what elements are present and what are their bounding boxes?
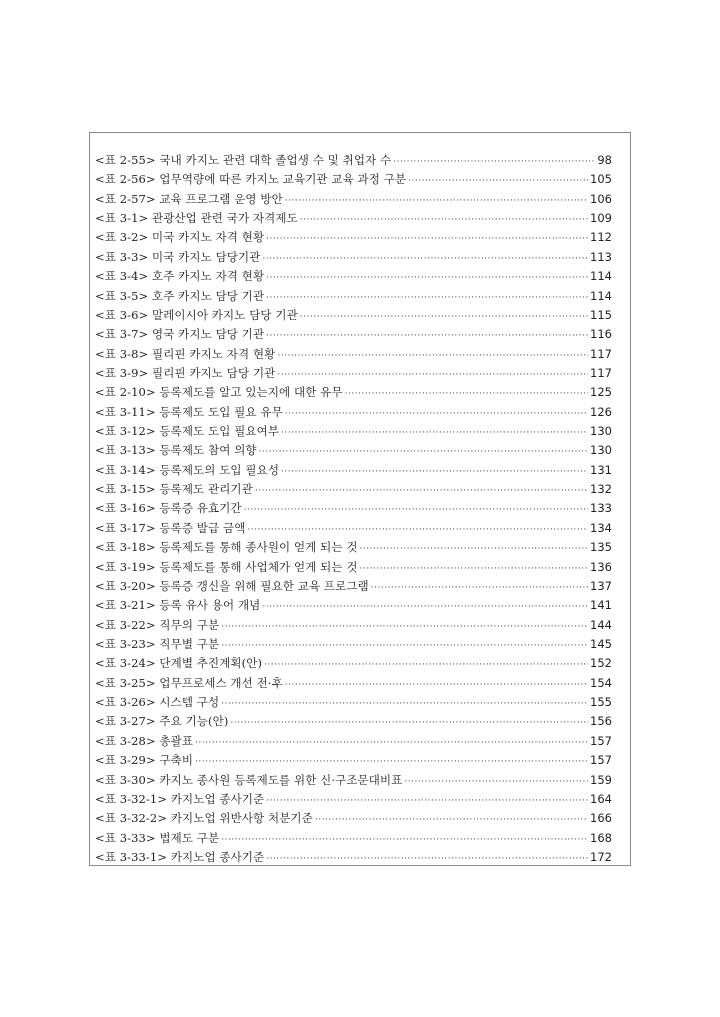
toc-entry — [95, 771, 612, 790]
toc-entry-title: <표 3-12> 등록제도 도입 필요여부 — [95, 424, 280, 439]
toc-entry — [95, 461, 612, 480]
toc-entry — [95, 190, 612, 209]
toc-entry-page-number: 137 — [590, 578, 612, 593]
dot-leader — [244, 499, 588, 520]
toc-entry — [95, 616, 612, 635]
dot-leader — [266, 228, 588, 249]
toc-entry-title: <표 3-14> 등록제도의 도입 필요성 — [95, 462, 280, 477]
toc-entry — [95, 732, 612, 751]
toc-entry — [95, 403, 612, 422]
toc-entry — [95, 693, 612, 712]
toc-entry — [95, 228, 612, 247]
toc-entry-title: <표 3-9> 필리핀 카지노 담당 기관 — [95, 365, 276, 380]
toc-entry-title: <표 2-57> 교육 프로그램 운영 방안 — [95, 191, 283, 206]
dot-leader — [285, 190, 588, 211]
toc-entry-page-number: 134 — [590, 520, 612, 535]
toc-entry-page-number: 168 — [590, 830, 612, 845]
toc-entry-page-number: 125 — [590, 385, 612, 400]
toc-entry-title: <표 3-1> 관광산업 관련 국가 자격제도 — [95, 211, 298, 226]
dot-leader — [300, 306, 588, 327]
dot-leader — [259, 441, 588, 462]
toc-entry — [95, 151, 612, 170]
toc-entry-title: <표 3-28> 총괄표 — [95, 733, 194, 748]
dot-leader — [266, 287, 588, 308]
toc-entry-title: <표 3-4> 호주 카지노 자격 현황 — [95, 269, 265, 284]
toc-entry — [95, 499, 612, 518]
dot-leader — [247, 519, 588, 540]
toc-entry-page-number: 159 — [590, 772, 612, 787]
toc-entry-title: <표 3-32-1> 카지노업 종사기준 — [95, 791, 265, 806]
dot-leader — [345, 383, 588, 404]
dot-leader — [360, 538, 589, 559]
toc-entry-title: <표 3-27> 주요 기능(안) — [95, 714, 229, 729]
toc-entry-title: <표 3-5> 호주 카지노 담당 기관 — [95, 288, 265, 303]
toc-entry-page-number: 105 — [590, 172, 612, 187]
dot-leader — [255, 480, 588, 501]
toc-entry — [95, 383, 612, 402]
toc-entry — [95, 712, 612, 731]
toc-entry — [95, 654, 612, 673]
dot-leader — [360, 558, 589, 579]
toc-entry — [95, 480, 612, 499]
toc-entry-title: <표 3-26> 시스템 구성 — [95, 695, 220, 710]
toc-entry-title: <표 3-13> 등록제도 참여 의향 — [95, 443, 257, 458]
dot-leader — [404, 771, 588, 792]
toc-entry-page-number: 154 — [590, 675, 612, 690]
dot-leader — [281, 422, 588, 443]
dot-leader — [266, 267, 588, 288]
toc-entry-title: <표 2-56> 업무역량에 따른 카지노 교육기관 교육 과정 구분 — [95, 172, 407, 187]
dot-leader — [266, 325, 588, 346]
toc-entry-page-number: 132 — [590, 482, 612, 497]
toc-entry-page-number: 115 — [590, 307, 612, 322]
toc-entry-page-number: 135 — [590, 540, 612, 555]
dot-leader — [285, 674, 588, 695]
toc-entry — [95, 519, 612, 538]
toc-entry-title: <표 3-6> 말레이시아 카지노 담당 기관 — [95, 307, 298, 322]
toc-entry-title: <표 3-30> 카지노 종사원 등록제도를 위한 신·구조문대비표 — [95, 772, 403, 787]
toc-entry-title: <표 3-24> 단계별 추진계획(안) — [95, 656, 263, 671]
toc-entry-title: <표 3-23> 직무별 구분 — [95, 636, 220, 651]
toc-entry-page-number: 157 — [590, 733, 612, 748]
dot-leader — [266, 790, 588, 811]
toc-entry-page-number: 152 — [590, 656, 612, 671]
toc-entry-page-number: 109 — [590, 211, 612, 226]
toc-entry-title: <표 3-7> 영국 카지노 담당 기관 — [95, 327, 265, 342]
toc-entry-page-number: 157 — [590, 753, 612, 768]
dot-leader — [277, 345, 588, 366]
toc-entry — [95, 209, 612, 228]
toc-entry — [95, 558, 612, 577]
toc-entry-page-number: 126 — [590, 404, 612, 419]
toc-entry — [95, 441, 612, 460]
toc-entry — [95, 829, 612, 848]
toc-entry-title: <표 3-8> 필리핀 카지노 자격 현황 — [95, 346, 276, 361]
dot-leader — [266, 848, 588, 869]
toc-entry-title: <표 3-18> 등록제도를 통해 종사원이 얻게 되는 것 — [95, 540, 358, 555]
toc-entry-page-number: 130 — [590, 424, 612, 439]
dot-leader — [300, 209, 588, 230]
toc-list — [95, 151, 612, 867]
toc-entry — [95, 751, 612, 770]
toc-entry-title: <표 3-17> 등록증 발급 금액 — [95, 520, 246, 535]
dot-leader — [277, 364, 588, 385]
toc-entry-page-number: 144 — [590, 617, 612, 632]
toc-entry — [95, 790, 612, 809]
dot-leader — [195, 751, 588, 772]
dot-leader — [221, 616, 588, 637]
toc-entry-page-number: 156 — [590, 714, 612, 729]
dot-leader — [408, 170, 588, 191]
toc-entry — [95, 577, 612, 596]
toc-entry — [95, 248, 612, 267]
toc-entry-title: <표 3-32-2> 카지노업 위반사항 처분기준 — [95, 811, 313, 826]
toc-entry-page-number: 114 — [590, 269, 612, 284]
toc-entry-page-number: 145 — [590, 636, 612, 651]
dot-leader — [230, 712, 588, 733]
dot-leader — [264, 654, 588, 675]
toc-entry — [95, 422, 612, 441]
toc-entry-page-number: 106 — [590, 191, 612, 206]
dot-leader — [281, 461, 588, 482]
toc-entry-page-number: 136 — [590, 559, 612, 574]
dot-leader — [195, 732, 588, 753]
toc-entry-page-number: 113 — [590, 249, 612, 264]
toc-entry-page-number: 172 — [590, 849, 612, 864]
toc-entry — [95, 596, 612, 615]
dot-leader — [262, 248, 588, 269]
toc-entry-title: <표 2-10> 등록제도를 알고 있는지에 대한 유무 — [95, 385, 343, 400]
toc-entry — [95, 170, 612, 189]
toc-entry-title: <표 3-21> 등록 유사 용어 개념 — [95, 598, 261, 613]
toc-entry-title: <표 3-20> 등록증 갱신을 위해 필요한 교육 프로그램 — [95, 578, 369, 593]
toc-entry — [95, 538, 612, 557]
toc-entry-page-number: 117 — [590, 365, 612, 380]
toc-entry-page-number: 164 — [590, 791, 612, 806]
dot-leader — [221, 635, 588, 656]
toc-entry — [95, 345, 612, 364]
toc-entry-title: <표 3-25> 업무프로세스 개선 전·후 — [95, 675, 283, 690]
toc-entry-title: <표 3-11> 등록제도 도입 필요 유무 — [95, 404, 283, 419]
dot-leader — [315, 809, 588, 830]
toc-entry — [95, 287, 612, 306]
toc-entry-page-number: 114 — [590, 288, 612, 303]
toc-entry-page-number: 131 — [590, 462, 612, 477]
toc-entry — [95, 674, 612, 693]
toc-entry-page-number: 133 — [590, 501, 612, 516]
table-of-contents-box — [89, 132, 631, 866]
toc-entry-title: <표 3-2> 미국 카지노 자격 현황 — [95, 230, 265, 245]
toc-entry — [95, 848, 612, 867]
dot-leader — [393, 151, 595, 172]
toc-entry-page-number: 117 — [590, 346, 612, 361]
dot-leader — [262, 596, 588, 617]
toc-entry-page-number: 116 — [590, 327, 612, 342]
toc-entry-title: <표 2-55> 국내 카지노 관련 대학 졸업생 수 및 취업자 수 — [95, 153, 392, 167]
toc-entry — [95, 809, 612, 828]
toc-entry-page-number: 112 — [590, 230, 612, 245]
toc-entry-title: <표 3-22> 직무의 구분 — [95, 617, 220, 632]
toc-entry-title: <표 3-33-1> 카지노업 종사기준 — [95, 849, 265, 864]
toc-entry-title: <표 3-19> 등록제도를 통해 사업체가 얻게 되는 것 — [95, 559, 358, 574]
toc-entry — [95, 306, 612, 325]
toc-entry-title: <표 3-16> 등록증 유효기간 — [95, 501, 242, 516]
dot-leader — [221, 829, 588, 850]
toc-entry-title: <표 3-29> 구축비 — [95, 753, 194, 768]
dot-leader — [285, 403, 588, 424]
dot-leader — [221, 693, 588, 714]
toc-entry-page-number: 141 — [590, 598, 612, 613]
toc-entry-title: <표 3-15> 등록제도 관리기관 — [95, 482, 253, 497]
toc-entry — [95, 364, 612, 383]
dot-leader — [371, 577, 588, 598]
toc-entry-page-number: 166 — [590, 811, 612, 826]
toc-entry-page-number: 130 — [590, 443, 612, 458]
toc-entry-page-number: 155 — [590, 695, 612, 710]
toc-entry — [95, 267, 612, 286]
toc-entry-title: <표 3-3> 미국 카지노 담당기관 — [95, 249, 261, 264]
toc-entry — [95, 325, 612, 344]
toc-entry-title: <표 3-33> 법제도 구분 — [95, 830, 220, 845]
toc-entry — [95, 635, 612, 654]
toc-entry-page-number: 98 — [597, 153, 612, 167]
